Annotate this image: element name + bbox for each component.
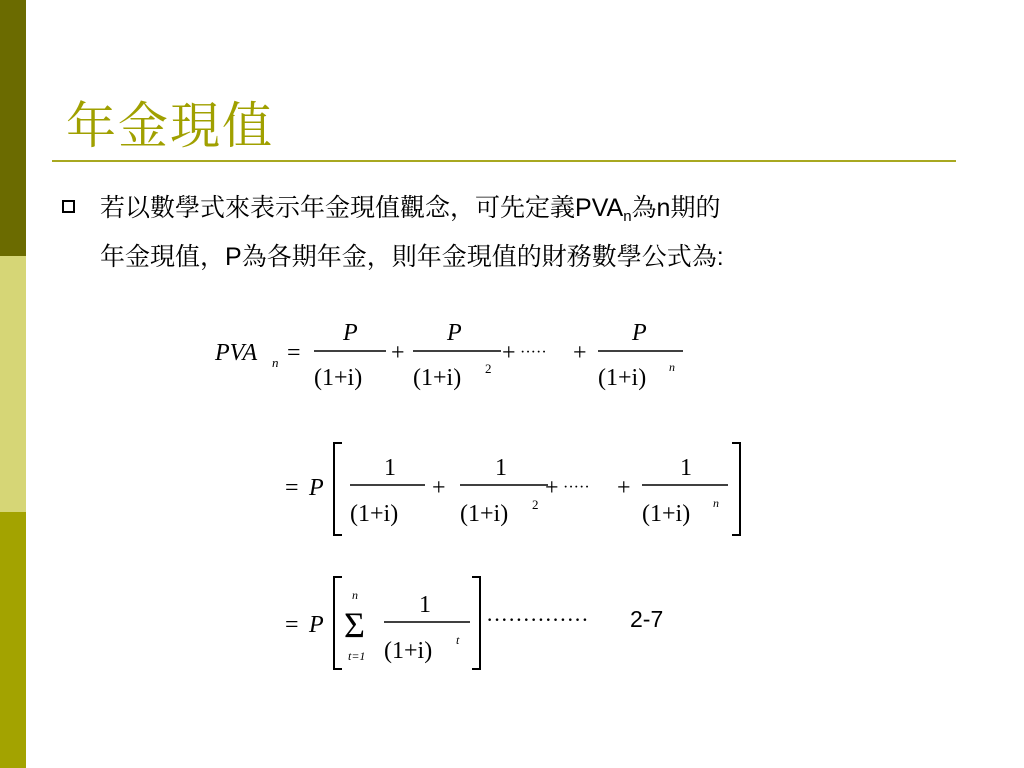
eq3-sigma: Σ (344, 605, 365, 645)
eq3-leader-dots: ·············· (486, 607, 589, 632)
eq2-term2-den: (1+i) (460, 501, 509, 527)
square-bullet-icon (62, 200, 75, 213)
eq3-right-bracket (472, 577, 480, 669)
left-bar-mid (0, 512, 26, 768)
line2-text-b: 為各期年金，則年金現值的財務數學公式為 (241, 242, 717, 271)
eq1-plus3: + (573, 340, 587, 366)
line1-text-b: 為 (631, 193, 657, 222)
equation-line-3 (280, 572, 630, 682)
eq2-term1-den: (1+i) (350, 501, 399, 527)
eq3-left-bracket (334, 577, 342, 669)
eq1-lhs: PVA (215, 340, 258, 366)
eq3-sum-bottom: t=1 (348, 649, 366, 663)
eq1-term2-den: (1+i) (413, 365, 462, 391)
n-term: n (656, 194, 671, 222)
eq1-term3-num: P (632, 320, 647, 346)
eq2-term3-num: 1 (680, 455, 692, 481)
eq1-term2-num: P (447, 320, 462, 346)
pva-subscript: n (623, 208, 632, 225)
colon: : (716, 243, 724, 271)
eq1-term1-den: (1+i) (314, 365, 363, 391)
eq1-term3-den: (1+i) (598, 365, 647, 391)
left-bar-dark (0, 0, 26, 256)
eq2-right-bracket (732, 443, 740, 535)
eq2-plus1: + (432, 475, 446, 501)
left-bar-light (0, 256, 26, 512)
eq3-equals: = (285, 612, 299, 638)
eq2-left-bracket (334, 443, 342, 535)
slide-title: 年金現值 (66, 97, 274, 155)
eq1-term2-exp: 2 (485, 361, 492, 376)
eq3-p: P (309, 612, 324, 638)
eq3-term-den: (1+i) (384, 638, 433, 664)
eq2-p: P (309, 475, 324, 501)
equation-line-1 (210, 305, 710, 405)
eq1-equals: = (287, 340, 301, 366)
equation-number: 2-7 (630, 606, 664, 632)
line2-text-a: 年金現值， (100, 242, 226, 271)
eq2-term1-num: 1 (384, 455, 396, 481)
eq1-plus1: + (391, 340, 405, 366)
eq2-term2-exp: 2 (532, 497, 539, 512)
eq1-dots: ····· (520, 344, 547, 361)
eq2-term3-exp: n (713, 496, 719, 510)
eq1-term3-exp: n (669, 360, 675, 374)
title-divider (52, 160, 956, 162)
eq1-lhs-sub: n (272, 355, 279, 370)
line1-text-a: 若以數學式來表示年金現值觀念，可先定義 (100, 193, 576, 222)
equation-line-2 (280, 435, 760, 545)
eq1-plus2: + (502, 340, 516, 366)
eq1-term1-num: P (343, 320, 358, 346)
eq2-plus3: + (617, 475, 631, 501)
eq2-equals: = (285, 475, 299, 501)
eq2-dots: ····· (563, 479, 590, 496)
eq2-term2-num: 1 (495, 455, 507, 481)
eq2-plus2: + (545, 475, 559, 501)
eq3-sum-top: n (352, 588, 358, 602)
pva-term: PVA (575, 194, 624, 222)
bullet-text (100, 188, 970, 277)
eq2-term3-den: (1+i) (642, 501, 691, 527)
eq3-term-exp: t (456, 633, 460, 647)
p-term: P (225, 243, 242, 271)
eq3-term-num: 1 (419, 592, 431, 618)
line1-text-c: 期的 (670, 193, 721, 222)
